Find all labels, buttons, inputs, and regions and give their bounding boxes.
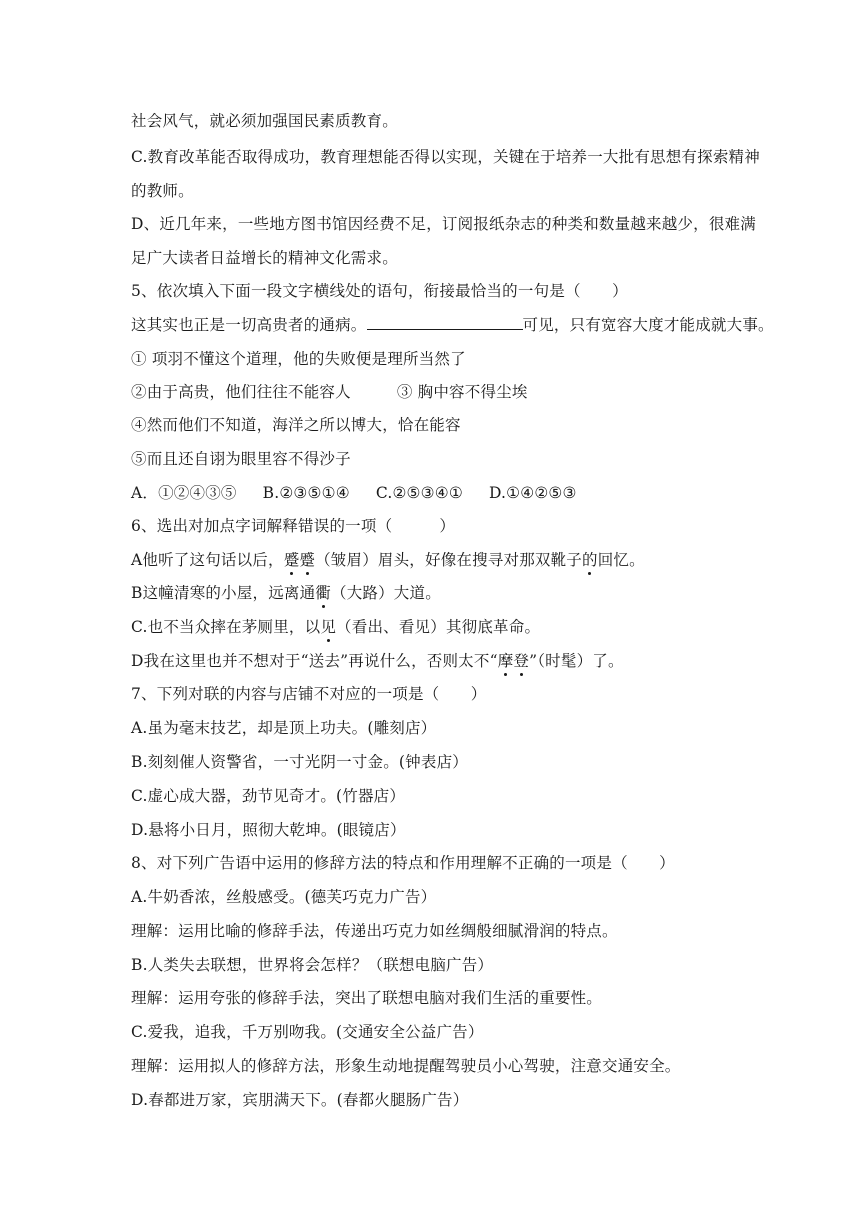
passage-text: 这其实也正是一切高贵者的通病。 (131, 316, 367, 334)
question-7-option-c: C.虚心成大器，劲节见奇才。(竹器店） (131, 787, 406, 805)
sentence-3: ③ 胸中容不得尘埃 (396, 383, 528, 401)
dotted-char: 蹙 (299, 551, 316, 569)
option-text: B这幢清寒的小屋，远离通 (131, 584, 316, 602)
option-text: （皱眉）眉头，好像在搜寻对那双靴子 (315, 551, 583, 569)
dotted-char: 摩 (497, 652, 514, 670)
fill-blank (367, 315, 523, 330)
option-b: B.②③⑤①④ (262, 484, 350, 502)
question-8-explanation-a: 理解：运用比喻的修辞手法，传递出巧克力如丝绸般细腻滑润的特点。 (131, 922, 618, 940)
sentence-4: ④然而他们不知道，海洋之所以博大，恰在能容 (131, 416, 461, 434)
option-text: （大路）大道。 (331, 584, 441, 602)
question-6-option-b (131, 583, 441, 603)
sentence-2-3 (131, 382, 528, 402)
sentence-2: ②由于高贵，他们往往不能容人 (131, 383, 351, 401)
question-8-explanation-c: 理解：运用拟人的修辞方法，形象生动地提醒驾驶员小心驾驶，注意交通安全。 (131, 1057, 681, 1075)
question-6-option-c (131, 617, 540, 637)
question-7-option-b: B.刻刻催人资警省，一寸光阴一寸金。(钟表店） (131, 753, 468, 771)
question-5-title: 5、依次填入下面一段文字横线处的语句，衔接最恰当的一句是（ ） (131, 282, 628, 300)
question-5-options (131, 483, 577, 503)
option-text: D我在这里也并不想对于“送去”再说什么，否则太不“ (131, 652, 498, 670)
option-a: A．①②④③⑤ (131, 484, 237, 502)
question-5-passage (131, 315, 774, 335)
dotted-char: 登 (513, 652, 530, 670)
text-line: 足广大读者日益增长的精神文化需求。 (131, 249, 398, 267)
option-d: D.①④②⑤③ (488, 484, 577, 502)
dotted-char: 蹙 (283, 551, 300, 569)
question-8-option-d: D.春都进万家，宾朋满天下。(春都火腿肠广告） (131, 1091, 469, 1109)
option-text: （看出、看见）其彻底革命。 (336, 618, 541, 636)
sentence-5: ⑤而且还自诩为眼里容不得沙子 (131, 450, 351, 468)
dotted-char: 见 (320, 618, 337, 636)
option-text: C.也不当众摔在茅厕里，以 (131, 618, 321, 636)
option-d-line: D、近几年来，一些地方图书馆因经费不足，订阅报纸杂志的种类和数量越来越少，很难满 (131, 215, 756, 233)
question-8-option-b: B.人类失去联想，世界将会怎样？（联想电脑广告） (131, 956, 494, 974)
passage-text: 可见，只有宽容大度才能成就大事。 (522, 316, 774, 334)
option-c-line: C.教育改革能否取得成功，教育理想能否得以实现，关键在于培养一大批有思想有探索精神 (131, 148, 760, 166)
sentence-1: ① 项羽不懂这个道理，他的失败便是理所当然了 (131, 350, 466, 368)
question-7-option-a: A.虽为毫末技艺，却是顶上功夫。(雕刻店） (131, 719, 437, 737)
option-text: 回忆。 (597, 551, 645, 569)
question-6-title: 6、选出对加点字词解释错误的一项（ ） (131, 517, 456, 535)
question-8-explanation-b: 理解：运用夸张的修辞手法，突出了联想电脑对我们生活的重要性。 (131, 989, 603, 1007)
option-text: A他听了这句话以后， (131, 551, 284, 569)
option-c: C.②⑤③④① (375, 484, 463, 502)
question-8-title: 8、对下列广告语中运用的修辞方法的特点和作用理解不正确的一项是（ ） (131, 854, 675, 872)
question-8-option-c: C.爱我，追我，千万别吻我。(交通安全公益广告） (131, 1023, 484, 1041)
question-8-option-a: A.牛奶香浓，丝般感受。(德芙巧克力广告） (131, 888, 437, 906)
question-7-title: 7、下列对联的内容与店铺不对应的一项是（ ） (131, 685, 487, 703)
dotted-char: 的 (582, 551, 598, 569)
question-6-option-d (131, 651, 624, 671)
question-6-option-a (131, 550, 645, 570)
option-text: ”（时髦）了。 (529, 652, 624, 670)
dotted-char: 衢 (315, 584, 331, 602)
text-line: 的教师。 (131, 182, 194, 200)
text-line: 社会风气，就必须加强国民素质教育。 (131, 112, 398, 130)
question-7-option-d: D.悬将小日月，照彻大乾坤。(眼镜店） (131, 821, 406, 839)
